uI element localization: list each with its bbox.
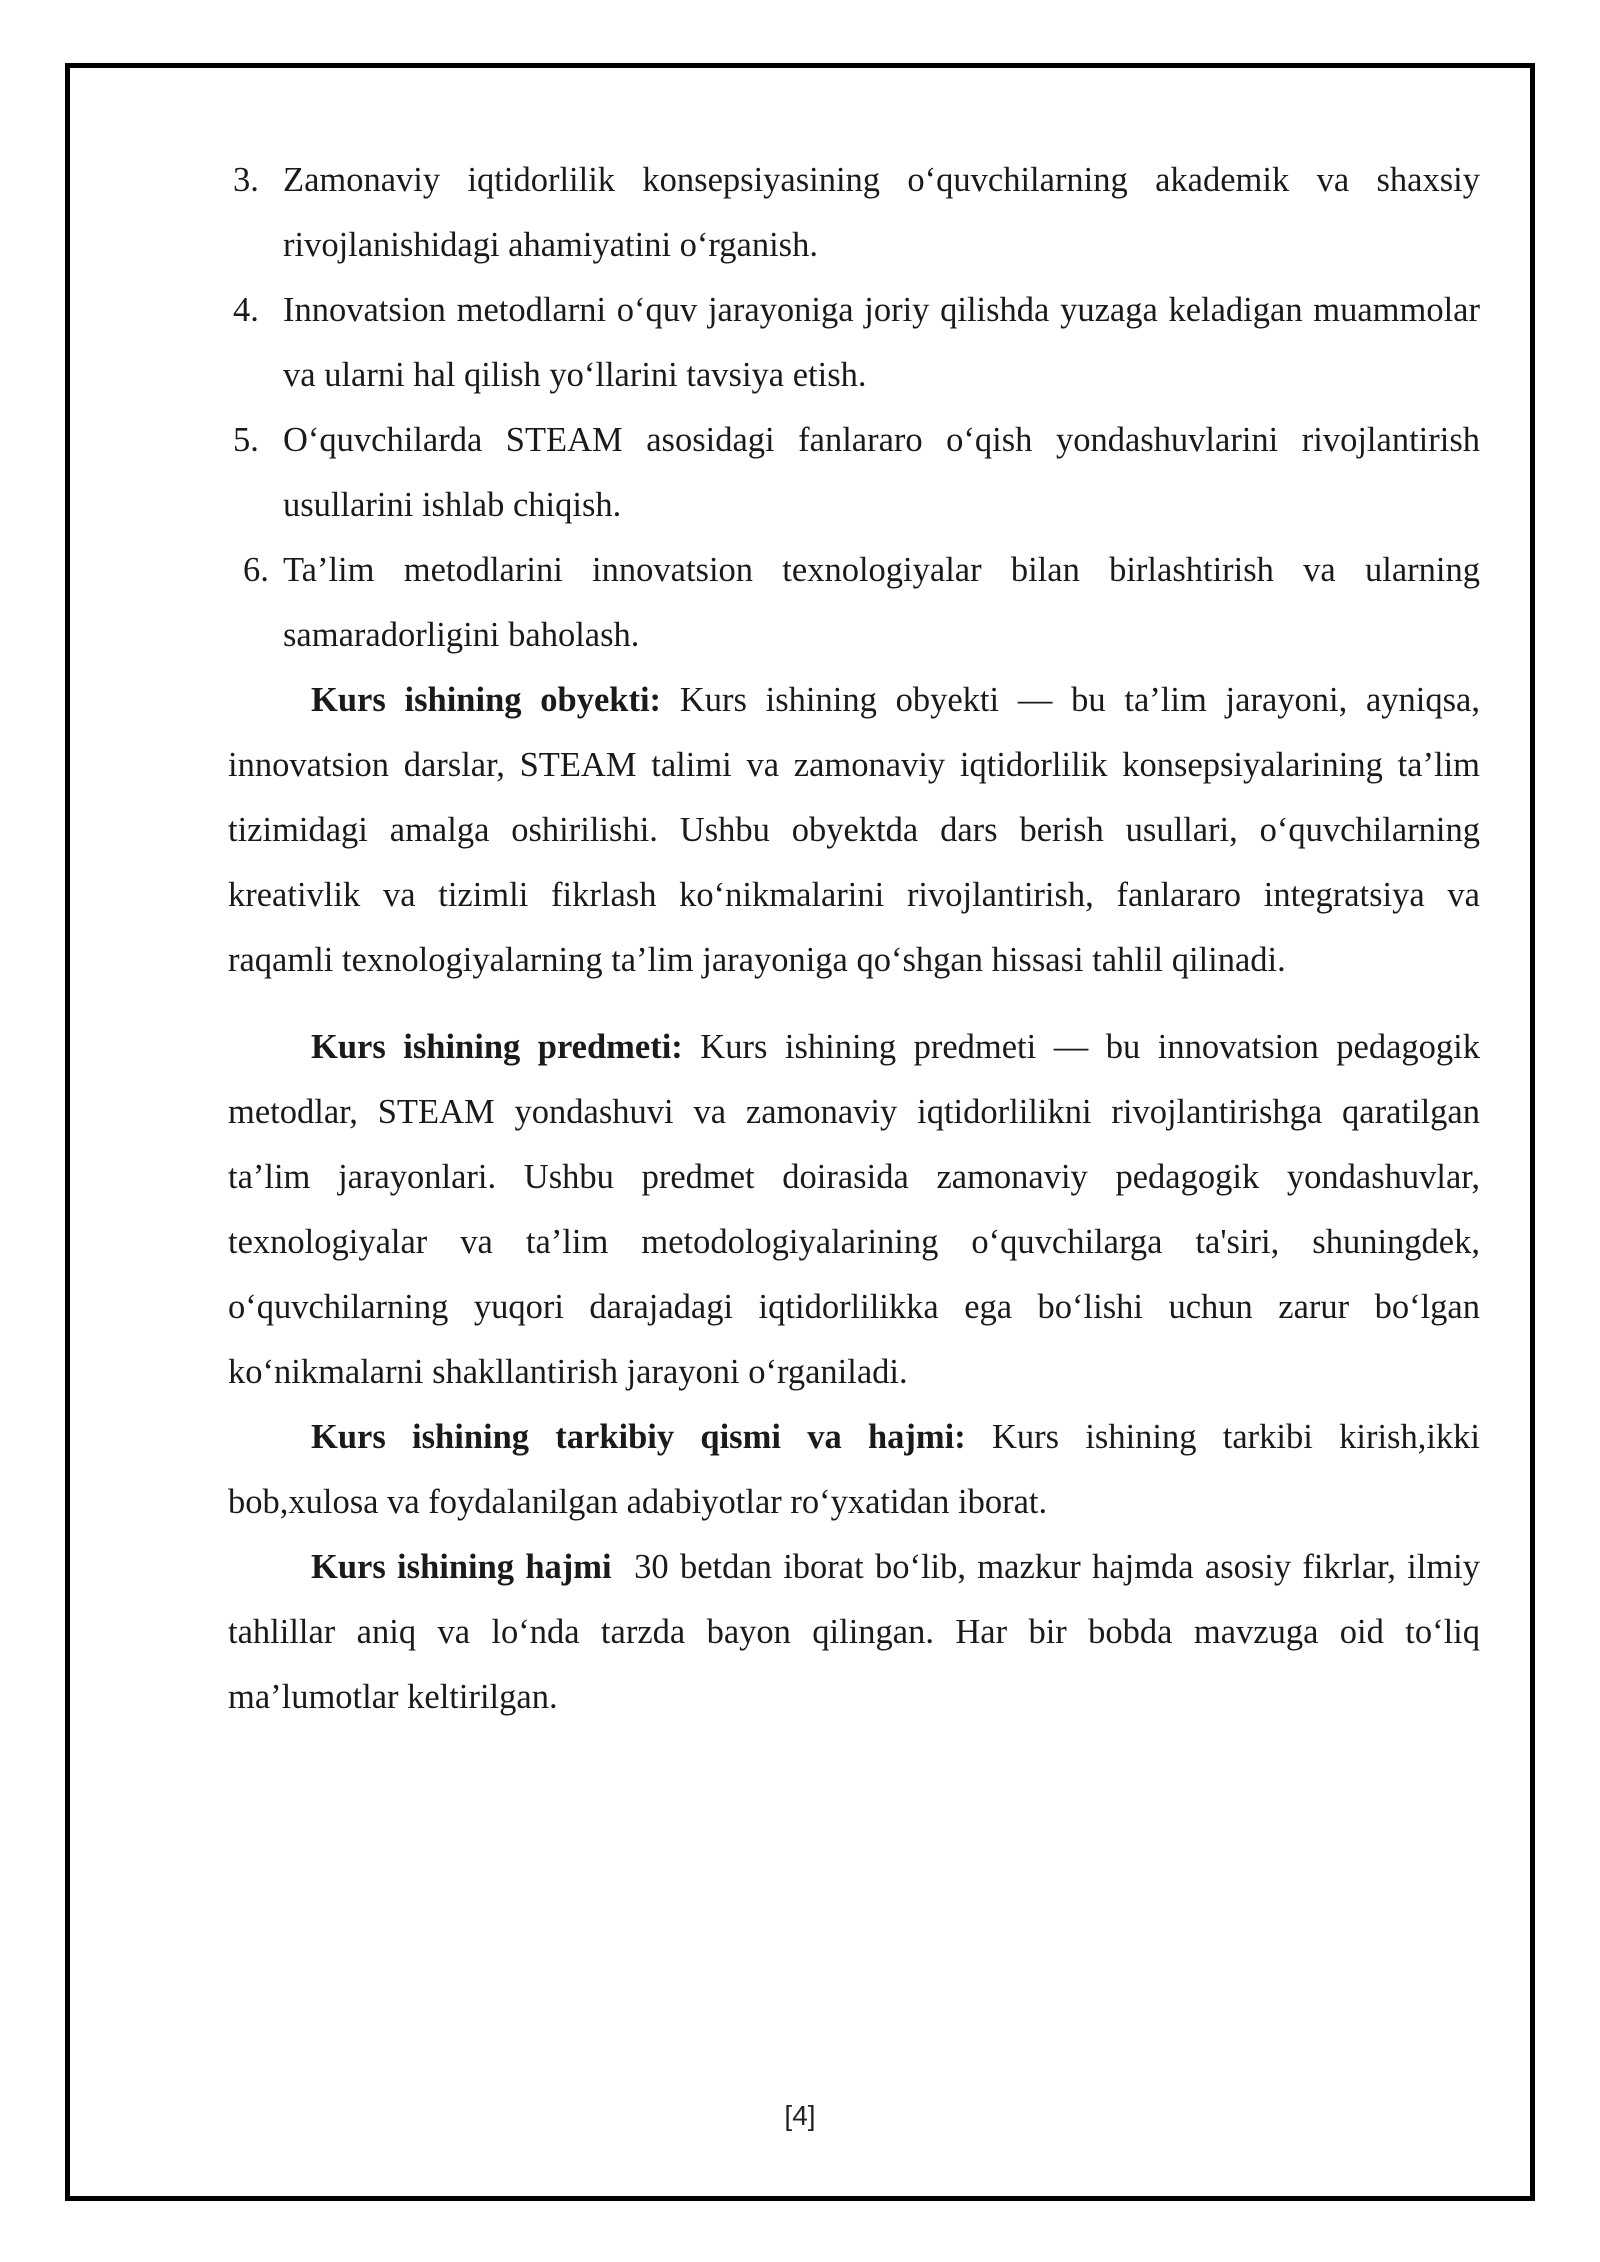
- structure-text: Kurs ishining tarkibi kirish,ikki bob,xulosa va foydalanilgan adabiyotlar ro‘yxatidan iborat.: [228, 1418, 1480, 1521]
- volume-paragraph: [228, 1535, 1489, 1730]
- structure-label: Kurs ishining tarkibiy qismi va hajmi:: [311, 1418, 966, 1456]
- list-text: Zamonaviy iqtidorlilik konsepsiyasining o‘quvchilarning akademik va shaxsiy rivojlanishidagi ahamiyatini o‘rganish.: [283, 161, 1480, 264]
- list-text: Innovatsion metodlarni o‘quv jarayoniga joriy qilishda yuzaga keladigan muammolar va ularni hal qilish yo‘llarini tavsiya etish.: [283, 291, 1480, 394]
- list-number: 6.: [243, 551, 269, 589]
- list-item-6: [228, 538, 1480, 668]
- object-paragraph: [228, 668, 1480, 993]
- subject-label: Kurs ishining predmeti:: [311, 1028, 683, 1066]
- list-item-3: [228, 148, 1480, 278]
- volume-label: Kurs ishining hajmi: [311, 1548, 612, 1586]
- structure-paragraph: [228, 1405, 1480, 1535]
- object-label: Kurs ishining obyekti:: [311, 681, 662, 719]
- document-body: [228, 148, 1489, 1730]
- list-number: 4.: [233, 291, 259, 329]
- volume-text: 30 betdan iborat bo‘lib, mazkur hajmda asosiy fikrlar, ilmiy tahlillar aniq va lo‘nda tarzda bayon qilingan. Har bir bobda mavzuga oid to‘liq ma’lumotlar keltirilgan.: [228, 1548, 1489, 1716]
- subject-text: Kurs ishining predmeti — bu innovatsion pedagogik metodlar, STEAM yondashuvi va zamonaviy iqtidorlilikni rivojlantirishga qaratilgan ta’lim jarayonlari. Ushbu predmet doirasida zamonaviy pedagogik yondashuvlar, texnologiyalar va ta’lim metodologiyalarining o‘quvchilarga ta'siri, shuningdek, o‘quvchilarning yuqori darajadagi iqtidorlilikka ega bo‘lishi uchun zarur bo‘lgan ko‘nikmalarni shakllantirish jarayoni o‘rganiladi.: [228, 1028, 1480, 1391]
- list-number: 5.: [233, 421, 259, 459]
- subject-paragraph: [228, 1015, 1480, 1405]
- list-number: 3.: [233, 161, 259, 199]
- object-text: Kurs ishining obyekti — bu ta’lim jarayoni, ayniqsa, innovatsion darslar, STEAM talimi va zamonaviy iqtidorlilik konsepsiyalarining ta’lim tizimidagi amalga oshirilishi. Ushbu obyektda dars berish usullari, o‘quvchilarning kreativlik va tizimli fikrlash ko‘nikmalarini rivojlantirish, fanlararo integratsiya va raqamli texnologiyalarning ta’lim jarayoniga qo‘shgan hissasi tahlil qilinadi.: [228, 681, 1480, 979]
- list-item-4: [228, 278, 1480, 408]
- list-item-5: [228, 408, 1480, 538]
- list-text: Ta’lim metodlarini innovatsion texnologiyalar bilan birlashtirish va ularning samaradorligini baholash.: [283, 551, 1480, 654]
- list-text: O‘quvchilarda STEAM asosidagi fanlararo o‘qish yondashuvlarini rivojlantirish usullarini ishlab chiqish.: [283, 421, 1480, 524]
- page-number: [4]: [784, 2100, 816, 2131]
